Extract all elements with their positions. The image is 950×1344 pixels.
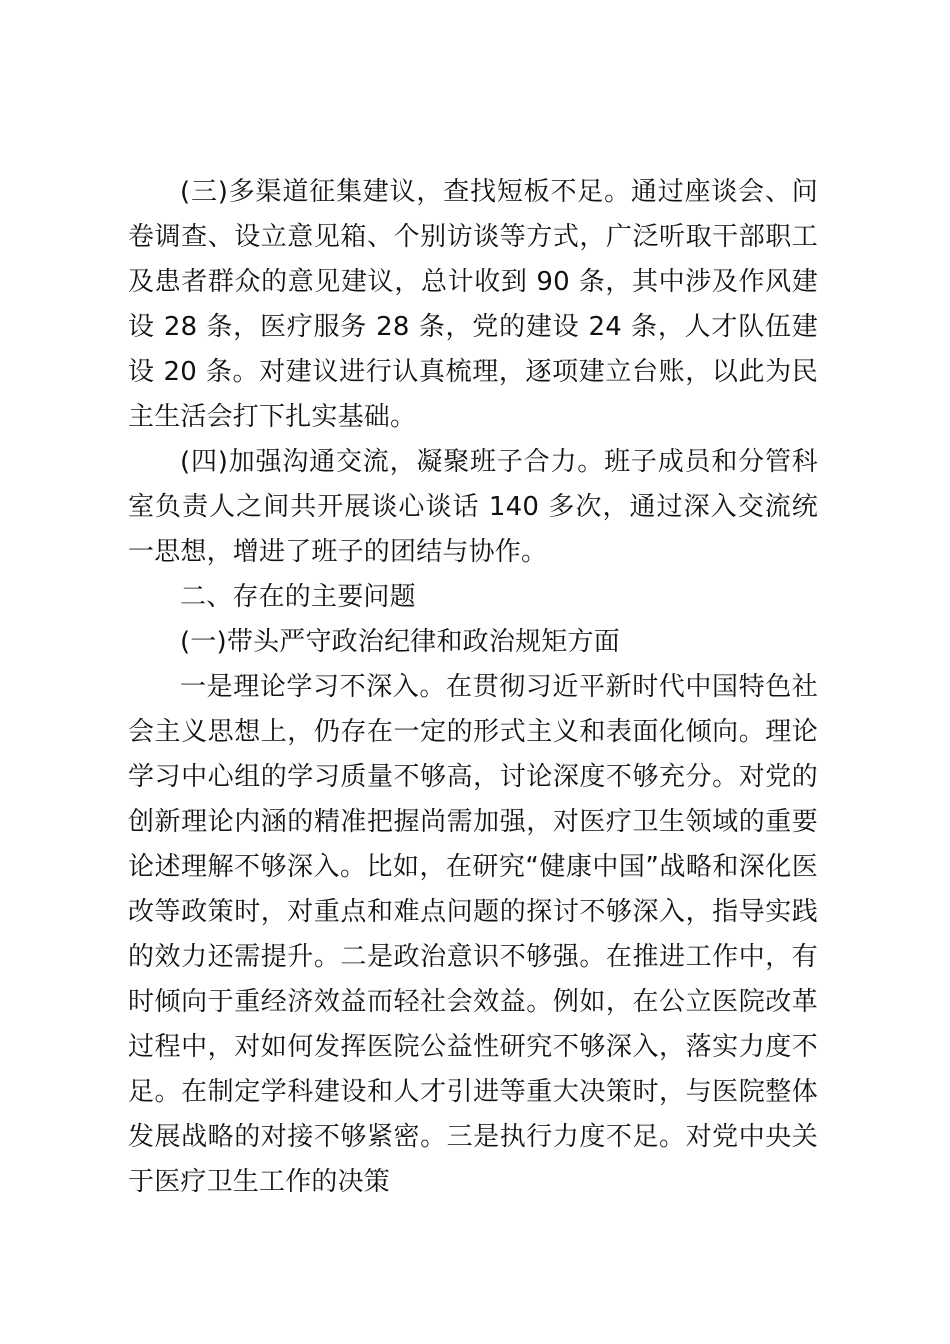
paragraph-suggestions: (三)多渠道征集建议，查找短板不足。通过座谈会、问卷调查、设立意见箱、个别访谈等方式，广泛听取干部职工及患者群众的意见建议，总计收到 90 条，其中涉及作风建设 28 条，医疗服务 28 条，党的建设 24 条，人才队伍建设 20 条。对建议进行认真梳理，逐项建立台账，以此为民主生活会打下扎实基础。 — [128, 177, 818, 432]
section-heading-problems: 二、存在的主要问题 — [180, 582, 416, 612]
paragraph-communication: (四)加强沟通交流，凝聚班子合力。班子成员和分管科室负责人之间共开展谈心谈话 140 多次，通过深入交流统一思想，增进了班子的团结与协作。 — [128, 447, 818, 567]
document-body — [128, 170, 818, 1205]
subsection-heading-discipline: (一)带头严守政治纪律和政治规矩方面 — [180, 627, 620, 657]
paragraph-problem-details: 一是理论学习不深入。在贯彻习近平新时代中国特色社会主义思想上，仍存在一定的形式主义和表面化倾向。理论学习中心组的学习质量不够高，讨论深度不够充分。对党的创新理论内涵的精准把握尚需加强，对医疗卫生领域的重要论述理解不够深入。比如，在研究“健康中国”战略和深化医改等政策时，对重点和难点问题的探讨不够深入，指导实践的效力还需提升。二是政治意识不够强。在推进工作中，有时倾向于重经济效益而轻社会效益。例如，在公立医院改革过程中，对如何发挥医院公益性研究不够深入，落实力度不足。在制定学科建设和人才引进等重大决策时，与医院整体发展战略的对接不够紧密。三是执行力度不足。对党中央关于医疗卫生工作的决策 — [128, 672, 818, 1197]
